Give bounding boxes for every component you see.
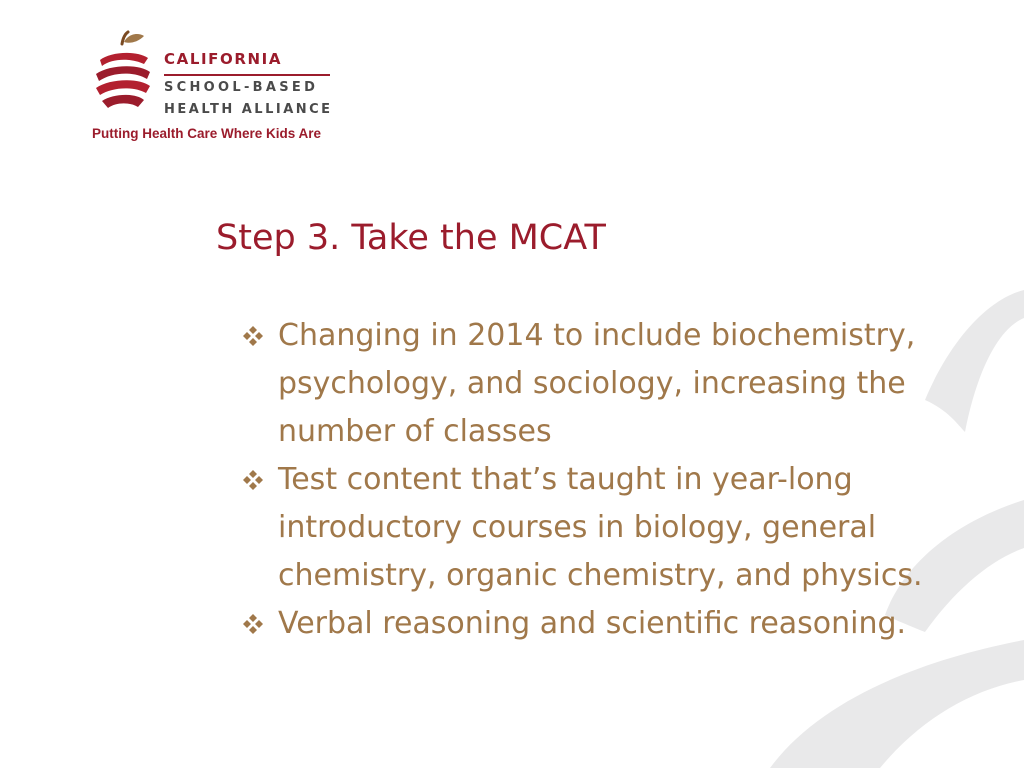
bullet-item xyxy=(242,312,972,456)
diamond-cluster-icon xyxy=(242,325,276,347)
diamond-cluster-icon xyxy=(242,469,276,491)
organization-logo xyxy=(86,30,346,146)
bullet-text: Verbal reasoning and scientific reasoning. xyxy=(278,606,907,641)
bullet-item xyxy=(242,600,972,648)
logo-tagline: Putting Health Care Where Kids Are xyxy=(92,126,322,141)
diamond-cluster-icon xyxy=(242,613,276,635)
bullet-item xyxy=(242,456,972,600)
bullet-text: Changing in 2014 to include biochemistry, psychology, and sociology, increasing the number of classes xyxy=(278,318,916,449)
logo-text-health-alliance: HEALTH ALLIANCE xyxy=(164,102,333,117)
apple-ribbon-icon xyxy=(90,30,154,114)
slide-title: Step 3. Take the MCAT xyxy=(216,218,606,258)
logo-text-california: CALIFORNIA xyxy=(164,50,283,68)
logo-text-school-based: SCHOOL-BASED xyxy=(164,80,319,95)
logo-divider xyxy=(164,74,330,76)
bullet-text: Test content that’s taught in year-long introductory courses in biology, general chemistry, organic chemistry, and physics. xyxy=(278,462,923,593)
bullet-list xyxy=(242,312,972,648)
